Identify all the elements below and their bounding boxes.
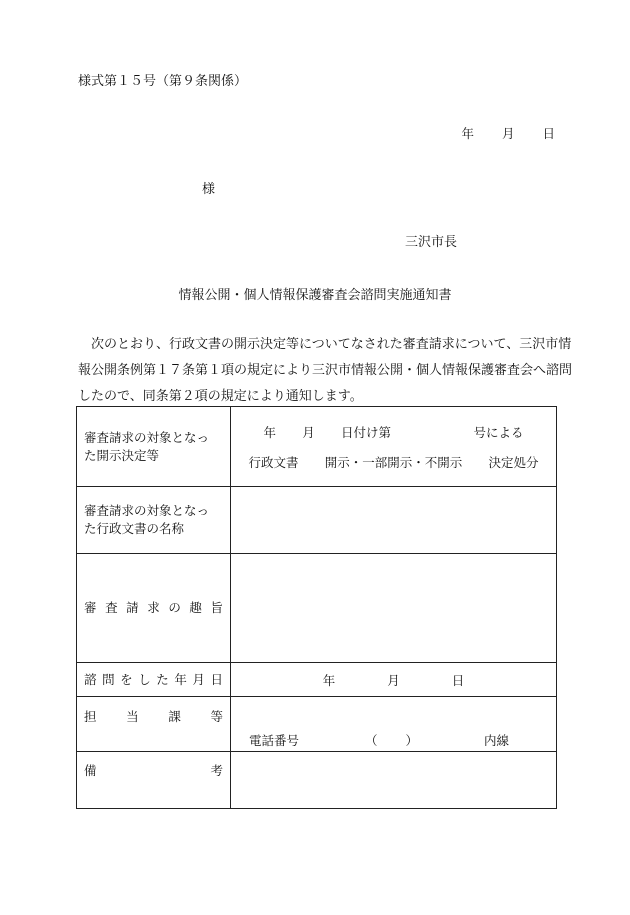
date-day: 日: [542, 126, 555, 141]
consult-month: 月: [387, 672, 400, 688]
label-remarks: 備 考: [77, 752, 231, 809]
decision-month: 月: [302, 424, 315, 440]
form-table: [76, 406, 557, 809]
document-title: 情報公開・個人情報保護審査会諮問実施通知書: [178, 288, 452, 303]
label-disclosure-decision: 審査請求の対象となっ た開示決定等: [77, 407, 231, 487]
body-line: 報公開条例第１７条第１項の規定により三沢市情報公開・個人情報保護審査会へ諮問: [78, 363, 573, 378]
label-department: 担 当 課 等: [77, 697, 231, 752]
label-request-purpose: 審 査 請 求 の 趣 旨: [77, 554, 231, 663]
form-number: 様式第１５号（第９条関係）: [78, 74, 248, 89]
decision-year: 年: [263, 424, 277, 440]
label-document-name: 審査請求の対象となっ た行政文書の名称: [77, 487, 231, 554]
row-request-purpose: [77, 554, 557, 663]
consult-day: 日: [451, 672, 465, 688]
disclosure-decision-field[interactable]: [231, 407, 557, 487]
date-year: 年: [461, 126, 474, 141]
body-line: したので、同条第２項の規定により通知します。: [78, 389, 363, 404]
date-line: [437, 124, 555, 142]
date-month: 月: [501, 126, 515, 141]
row-remarks: [77, 752, 557, 809]
sender: 三沢市長: [405, 235, 458, 250]
phone-label: 電話番号: [249, 733, 300, 748]
decision-dated: 日付け第: [341, 424, 392, 440]
row-department: [77, 697, 557, 752]
addressee: 様: [202, 182, 216, 197]
row-consult-date: [77, 663, 557, 697]
body-line: 次のとおり、行政文書の開示決定等についてなされた審査請求について、三沢市情: [78, 337, 572, 352]
row-disclosure-decision: [77, 407, 557, 487]
row-document-name: [77, 487, 557, 554]
consult-date-field[interactable]: [231, 663, 557, 697]
request-purpose-field[interactable]: [231, 554, 557, 663]
decision-disposition: 決定処分: [488, 454, 539, 470]
decision-types: 開示・一部開示・不開示: [324, 454, 463, 470]
department-field[interactable]: [231, 697, 557, 752]
remarks-field[interactable]: [231, 752, 557, 809]
label-consult-date: 諮 問 を し た 年 月 日: [77, 663, 231, 697]
decision-number: 号による: [473, 424, 524, 440]
paren-close: ）: [405, 733, 419, 748]
extension-label: 内線: [483, 733, 509, 748]
decision-doc: 行政文書: [248, 454, 299, 470]
consult-year: 年: [322, 672, 336, 688]
paren-open: （: [364, 733, 378, 748]
document-name-field[interactable]: [231, 487, 557, 554]
body-text: [78, 332, 573, 410]
